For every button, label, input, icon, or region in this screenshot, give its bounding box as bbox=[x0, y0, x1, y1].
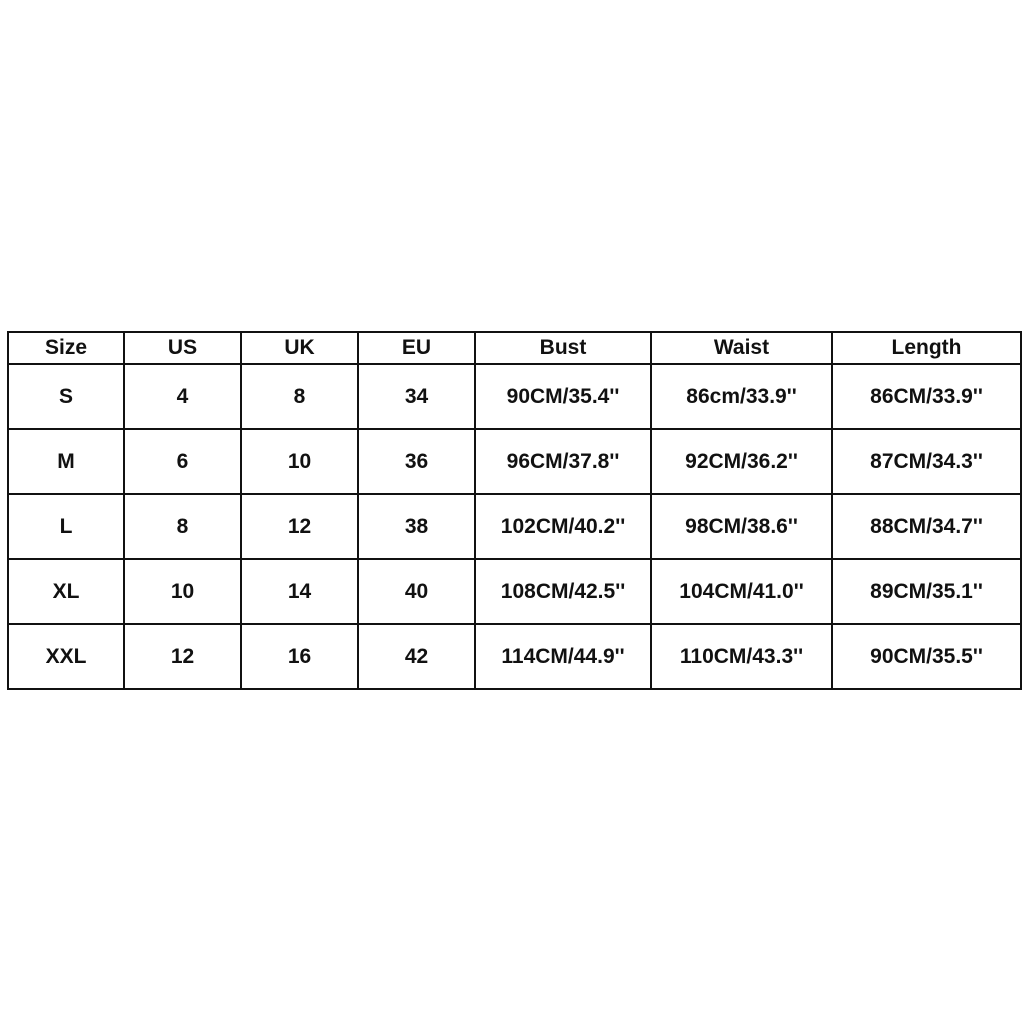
cell-size: XL bbox=[8, 559, 124, 624]
cell-uk: 8 bbox=[241, 364, 358, 429]
cell-bust: 96CM/37.8'' bbox=[475, 429, 651, 494]
cell-eu: 42 bbox=[358, 624, 475, 689]
cell-length: 89CM/35.1'' bbox=[832, 559, 1021, 624]
cell-bust: 108CM/42.5'' bbox=[475, 559, 651, 624]
size-chart-container bbox=[7, 331, 1020, 689]
cell-eu: 34 bbox=[358, 364, 475, 429]
cell-bust: 90CM/35.4'' bbox=[475, 364, 651, 429]
table-row bbox=[8, 624, 1021, 689]
cell-length: 87CM/34.3'' bbox=[832, 429, 1021, 494]
table-row bbox=[8, 494, 1021, 559]
cell-uk: 16 bbox=[241, 624, 358, 689]
cell-us: 8 bbox=[124, 494, 241, 559]
cell-waist: 98CM/38.6'' bbox=[651, 494, 832, 559]
cell-us: 10 bbox=[124, 559, 241, 624]
header-waist: Waist bbox=[651, 332, 832, 364]
cell-size: XXL bbox=[8, 624, 124, 689]
size-chart-table bbox=[7, 331, 1022, 690]
table-row bbox=[8, 559, 1021, 624]
cell-waist: 104CM/41.0'' bbox=[651, 559, 832, 624]
cell-length: 86CM/33.9'' bbox=[832, 364, 1021, 429]
cell-us: 4 bbox=[124, 364, 241, 429]
cell-size: L bbox=[8, 494, 124, 559]
cell-size: S bbox=[8, 364, 124, 429]
cell-size: M bbox=[8, 429, 124, 494]
cell-waist: 86cm/33.9'' bbox=[651, 364, 832, 429]
cell-us: 12 bbox=[124, 624, 241, 689]
table-header-row bbox=[8, 332, 1021, 364]
header-bust: Bust bbox=[475, 332, 651, 364]
header-us: US bbox=[124, 332, 241, 364]
cell-uk: 10 bbox=[241, 429, 358, 494]
table-row bbox=[8, 429, 1021, 494]
cell-uk: 12 bbox=[241, 494, 358, 559]
table-row bbox=[8, 364, 1021, 429]
header-length: Length bbox=[832, 332, 1021, 364]
cell-us: 6 bbox=[124, 429, 241, 494]
cell-waist: 110CM/43.3'' bbox=[651, 624, 832, 689]
header-uk: UK bbox=[241, 332, 358, 364]
header-size: Size bbox=[8, 332, 124, 364]
header-eu: EU bbox=[358, 332, 475, 364]
cell-waist: 92CM/36.2'' bbox=[651, 429, 832, 494]
cell-eu: 38 bbox=[358, 494, 475, 559]
cell-eu: 36 bbox=[358, 429, 475, 494]
cell-bust: 102CM/40.2'' bbox=[475, 494, 651, 559]
cell-uk: 14 bbox=[241, 559, 358, 624]
cell-length: 90CM/35.5'' bbox=[832, 624, 1021, 689]
cell-eu: 40 bbox=[358, 559, 475, 624]
cell-bust: 114CM/44.9'' bbox=[475, 624, 651, 689]
cell-length: 88CM/34.7'' bbox=[832, 494, 1021, 559]
